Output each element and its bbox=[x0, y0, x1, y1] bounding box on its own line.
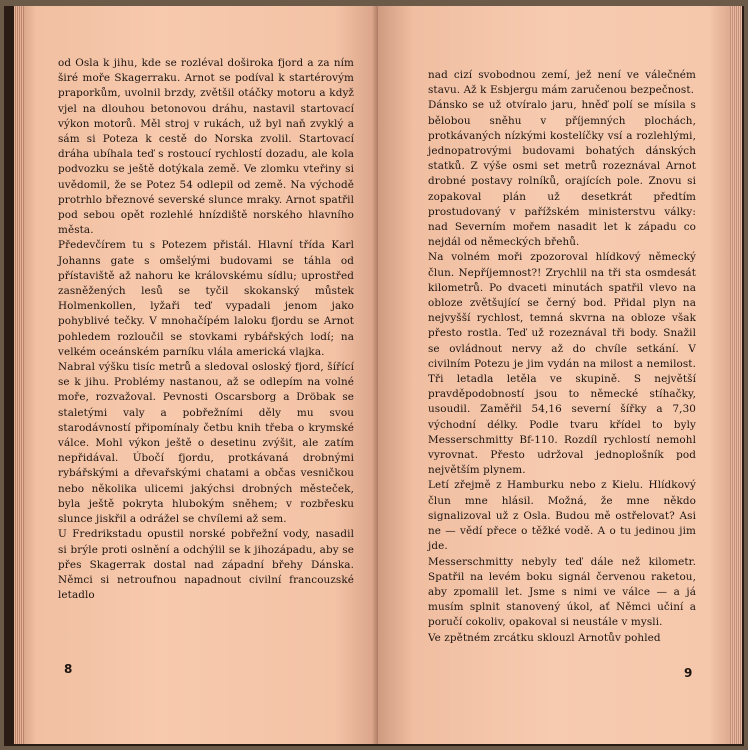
page-number-left: 8 bbox=[64, 662, 73, 676]
page-edges-right bbox=[730, 6, 742, 744]
paragraph: Dánsko se už otvíralo jaru, hněď polí se mísila s bělobou sněhu v příjemných plochách, protkávaných nízkými kostelíčky vsí a rozlehlými, jednopatrovými budovami bohatých dánských statků. Z výše osmi set metrů rozeznával Arnot drobné postavy rolníků, orajících pole. Znovu si zopakoval plán už desetkrát předtím prostudovaný v pařížském ministerstvu války: nad Severním mořem nasadit let k západu co nejdál od německých břehů. bbox=[428, 99, 696, 249]
page-number-right: 9 bbox=[684, 666, 693, 680]
page-edges-left bbox=[14, 6, 24, 744]
left-page bbox=[14, 6, 378, 744]
paragraph: Ve zpětném zrcátku sklouzl Arnotův pohled bbox=[428, 631, 661, 644]
paragraph: Na volném moři zpozoroval hlídkový německý člun. Nepříjemnost?! Zrychlil na tři sta osmdesát kilometrů. Po dvaceti minutách spatřil vlevo na obloze zvětšující se černý bod. Přidal plyn na nejvyšší rychlost, temná skvrna na obloze však přesto rostla. Teď už rozeznával tři body. Snažil se ovládnout nervy až do chvíle setkání. V civilním Potezu je jim vydán na milost a nemilost. Tři letadla letěla ve skupině. S největší pravděpodobností jsou to německé stíhačky, usoudil. Zaměřil 54,16 severní šířky a 7,30 východní délky. Podle tvaru křídel to byly Messerschmitty Bf-110. Rozdíl rychlostí nemohl vyrovnat. Přesto udržoval jednoplošník pod největším plynem. bbox=[428, 251, 696, 477]
right-page bbox=[378, 6, 730, 744]
left-page-text bbox=[58, 56, 354, 603]
paragraph: Messerschmitty nebyly teď dále než kilometr. Spatřil na levém boku signál červenou raketou, aby zpomalil let. Jsme s nimi ve válce — a já musím splnit stanovený úkol, ať Němci učiní a poručí cokoliv, opakoval si neustále v mysli. bbox=[428, 555, 696, 629]
paragraph: nad cizí svobodnou zemí, jež není ve válečném stavu. Až k Esbjergu mám zaručenou bezpečnost. bbox=[428, 69, 696, 97]
paragraph: Předevčírem tu s Potezem přistál. Hlavní třída Karl Johanns gate s omšelými budovami se táhla od přístaviště až nahoru ke královskému sídlu; uprostřed zasněžených lesů se tyčil skokanský můstek Holmenkollen, lyžaři teď vypadali jenom jako pohyblivé tečky. V mnohačípém laloku fjordu se Arnot pohledem rozloučil se stovkami rybářských lodí; na velkém oceánském parníku vlála americká vlajka. bbox=[58, 239, 354, 358]
open-book bbox=[4, 6, 744, 746]
paragraph: Nabral výšku tisíc metrů a sledoval osloský fjord, šířící se k jihu. Problémy nastanou, až se odlepím na volné moře, rozvažoval. Pevnosti Oscarsborg a Dröbak se staletými valy a pobřežními děly mu svou starodávností připomínaly četbu knih třeba o krymské válce. Mohl výkon ještě o desetinu zvýšit, ale zatím nepřidával. Úbočí fjordu, protkávaná drobnými rybářskými a dřevařskými chatami a občas vesničkou nebo několika ulicemi jakýchsi drobných městeček, byla ještě pokryta hlubokým sněhem; v rozbřesku slunce jiskřil a odrážel se chvílemi až sem. bbox=[58, 361, 354, 526]
right-page-text bbox=[428, 68, 696, 646]
paragraph: U Fredrikstadu opustil norské pobřežní vody, nasadil si brýle proti oslnění a odchýlil se k jihozápadu, aby se přes Skagerrak dostal nad západní břehy Dánska. Němci si netroufnou napadnout civilní francouzské letadlo bbox=[58, 528, 354, 602]
paragraph: od Osla k jihu, kde se rozléval doširoka fjord a za ním širé moře Skagerraku. Arnot se podíval k startérovým praporkům, uvolnil brzdy, zvětšil otáčky motoru a když vjel na dlouhou betonovou dráhu, nastavil startovací výkon motorů. Měl stroj v rukách, už byl naň zvyklý a sám si Poteza k cestě do Norska zvolil. Startovací dráha ubíhala teď s rostoucí rychlostí dozadu, ale kola podvozku se ještě dotýkala země. Ve zlomku vteřiny si uvědomil, že se Potez 54 odlepil od země. Na východě protrhlo březnové severské slunce mraky. Arnot spatřil pod sebou opět rozlehlé hnízdiště norského hlavního města. bbox=[58, 57, 354, 237]
paragraph: Letí zřejmě z Hamburku nebo z Kielu. Hlídkový člun mne hlásil. Možná, že mne někdo signalizoval už z Osla. Budou mě ostřelovat? Asi ne — vědí přece o těžké vodě. A o tu jedinou jim jde. bbox=[428, 479, 696, 553]
